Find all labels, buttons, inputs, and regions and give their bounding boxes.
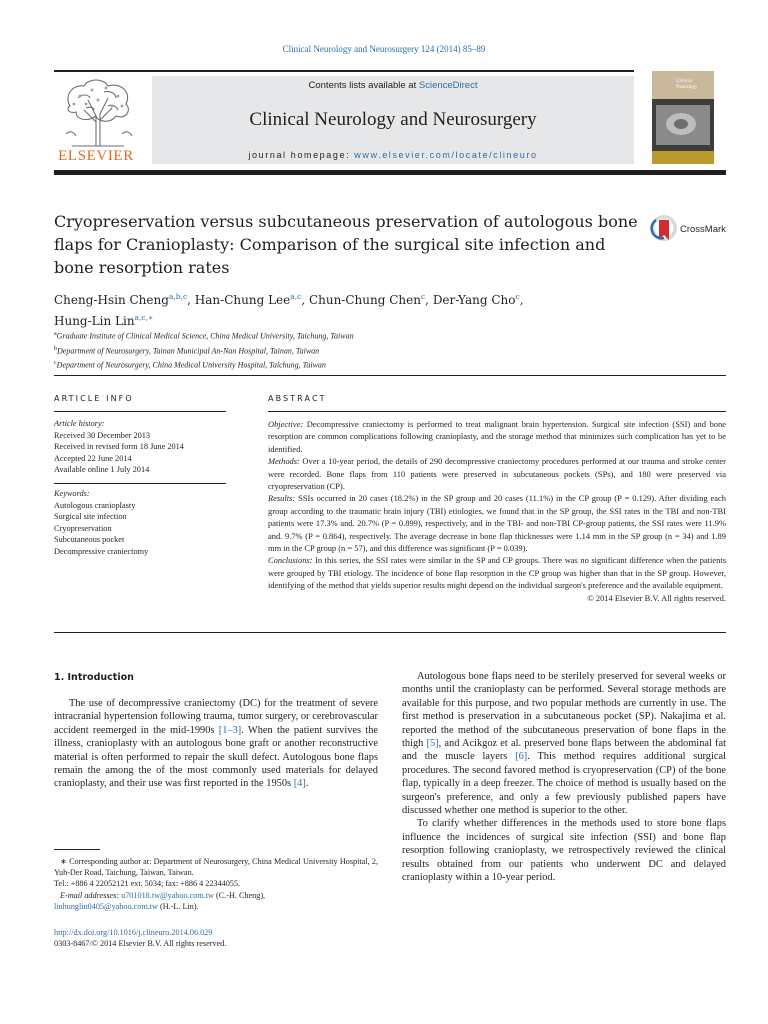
article-info-divider [54,411,226,412]
author-name: Der-Yang Cho [432,293,516,307]
affiliation-item [54,328,554,343]
paragraph-text: The use of decompressive craniectomy (DC) for the treatment of severe intracranial hypertension following trauma, tumor surgery, or cerebrovascular accident reemerged in the mid-1990s [54,698,378,736]
journal-cover-thumbnail[interactable] [652,71,714,164]
body-column-left [54,697,378,791]
abstract-heading: ABSTRACT [268,394,327,403]
doi-link[interactable]: http://dx.doi.org/10.1016/j.clineuro.2014.06.029 [54,928,213,937]
author-name: Cheng-Hsin Cheng [54,293,169,307]
keywords-label: Keywords: [54,489,90,498]
objective-label: Objective: [268,419,304,429]
keyword-list [54,488,229,558]
author-separator: , [425,293,433,307]
author-name: Hung-Lin Lin [54,314,135,328]
homepage-prefix: journal homepage: [248,150,355,160]
abstract-conclusions [268,554,726,591]
contact-phone-fax: Tel.: +886 4 22052121 ext. 5034; fax: +886 4 22344055. [54,879,241,889]
keyword-item: Decompressive craniectomy [54,546,149,556]
history-label: Article history: [54,419,105,428]
corresponding-author-footnote [54,856,378,912]
abstract-methods [268,455,726,492]
keyword-item: Subcutaneous pocket [54,535,125,545]
footnote-divider [54,849,100,850]
paragraph-text: . [305,778,309,790]
methods-label: Methods: [268,456,300,467]
abstract-divider [268,411,726,412]
elsevier-logo-text: ELSEVIER [58,148,134,164]
journal-title: Clinical Neurology and Neurosurgery [249,109,537,130]
email-link[interactable]: u701018.tw@yahoo.com.tw [121,890,214,900]
affiliation-list [54,328,554,372]
elsevier-logo [54,76,150,164]
affiliation-text: Department of Neurosurgery, China Medical University Hospital, Taichung, Taiwan [56,360,326,370]
history-item: Accepted 22 June 2014 [54,453,132,463]
methods-text: Over a 10-year period, the details of 290 decompressive craniectomy procedures performed at our trauma and stroke center were recorded. Bone flaps from 110 patients were preserved in subcutaneous pockets (SPs), and 180 were preserved via cryopreservation (CP). [268,456,726,492]
email-label: E-mail addresses: [60,890,120,900]
affiliation-mark: b [54,345,57,352]
author-affiliation-marks[interactable]: a,c [290,292,302,301]
affiliation-text: Department of Neurosurgery, Tainan Municipal An-Nan Hospital, Tainan, Taiwan [57,346,320,356]
body-paragraph [54,697,378,791]
author-affiliation-marks[interactable]: a,b,c [168,292,188,301]
contents-available-line [152,80,634,91]
keyword-item: Surgical site infection [54,512,127,522]
abstract-body [268,418,726,604]
paragraph-text: , and Acikgoz et al. preserved bone flaps between the abdominal fat and the muscle layers [402,738,726,763]
citation-link[interactable]: [4] [293,778,306,790]
author-name: Chun-Chung Chen [308,293,421,307]
keyword-item: Autologous cranioplasty [54,500,136,510]
body-paragraph: To clarify whether differences in the methods used to store bone flaps influence the incidences of surgical site infection (SSI) and bone flap resorption following cranioplasty, we retrospectively reviewed the clinical results obtained from our patients who underwent DC and delayed cranioplasty within a 10-year period. [402,818,726,884]
author-list [54,288,674,330]
front-matter-divider [54,375,726,376]
affiliation-text: Graduate Institute of Clinical Medical Science, China Medical University, Taichung, Taiwan [56,331,354,341]
author-name: Han-Chung Lee [194,293,291,307]
author-separator: , [187,293,195,307]
masthead-bottom-rule [54,170,726,175]
cover-title: Clinical Neurology [676,79,698,90]
homepage-link[interactable]: www.elsevier.com/locate/clineuro [354,150,538,160]
history-item: Available online 1 July 2014 [54,465,150,475]
affiliation-mark: a [54,331,57,337]
contents-prefix: Contents lists available at [308,80,419,91]
conclusions-text: In this series, the SSI rates were similar in the SP and CP groups. There was no significant difference when the patients were grouped by TBI etiology. The incidence of bone flap resorption in the CP group was higher than that in the SP group. However, identifying of the method that yields superior results might depend on the individual surgeon's preference and the available equipment. [268,555,726,591]
journal-reference[interactable]: Clinical Neurology and Neurosurgery 124 (2014) 85–89 [282,44,486,54]
author-separator: , [301,293,309,307]
introduction-heading: 1. Introduction [54,672,134,683]
results-label: Results: [268,493,296,504]
affiliation-item [54,357,554,372]
paragraph-text: Autologous bone flaps need to be sterilely preserved for several weeks or months until the cranioplasty can be performed. Several storage methods are available for this purpose, and two popular methods are currently in use. The first method is preservation in a subcutaneous pocket (SP). Nakajima et al. reported the method of the subcutaneous preservation of bone flaps in the thigh [402,671,726,750]
citation-link[interactable]: [6] [515,751,528,763]
affiliation-item [54,343,554,358]
sciencedirect-link[interactable]: ScienceDirect [418,80,478,91]
author-affiliation-marks[interactable]: c [420,292,426,301]
journal-homepage-line [152,150,634,160]
history-item: Received in revised form 18 June 2014 [54,442,184,452]
paragraph-text: . This method requires additional surgical procedures. The second favored method is cryopreservation (CP) of the bone flap, typically in a deep freezer. The choice of method is usually based on the surgeon's preference, and only a few previously published papers have discussed whether one method is superior to the other. [402,751,726,817]
article-history [54,418,229,476]
corresponding-author-text: ∗ Corresponding author at: Department of Neurosurgery, China Medical University Hospital, 2, Yuh-Der Road, Taichung, Taiwan, Taiwan. [54,857,378,878]
crossmark-label: CrossMark [680,224,726,235]
paragraph-text: . When the patient survives the illness, cranioplasty with an autologous bone graft or another reconstructive material is often performed to repair the skull defect. Autologous bone flaps remain the among the of the most commonly used materials for delayed cranioplasty, and their use was first reported in the 1950s [54,724,378,790]
abstract-bottom-divider [54,632,726,633]
email-addresses [54,890,378,912]
abstract-results [268,492,726,554]
crossmark-icon [650,214,678,246]
results-text: SSIs occurred in 20 cases (18.2%) in the SP group and 20 cases (11.1%) in the CP group (P = 0.129). After dividing each group according to the traumatic brain injury (TBI) etiologies, we found that in the SP group, the SSI rates in the TBI and non-TBI patients were 17.3% and. 20.7% (P = 0.899), respectively, and in the TBI- and non-TBI CP-group patients, the SSI rates were 11.9% and. 9.7% (P = 0.864), respectively. The average decrease in bone flap thicknesses were 1.14 mm in the SP group (n = 34) and 1.89 mm in the CP group (n = 57), and this difference was significant (P = 0.039). [268,493,726,554]
abstract-copyright: © 2014 Elsevier B.V. All rights reserved. [587,592,726,603]
cover-image [656,105,710,145]
article-title: Cryopreservation versus subcutaneous preservation of autologous bone flaps for Cranioplasty: Comparison of the surgical site infection and bone resorption rates [54,212,638,277]
conclusions-label: Conclusions: [268,555,313,566]
history-item: Received 30 December 2013 [54,430,151,440]
affiliation-mark: c [54,360,57,367]
history-keywords-divider [54,483,226,484]
article-info-heading: ARTICLE INFO [54,394,134,403]
email-owner: (C.-H. Cheng), [213,890,266,900]
article-identifiers [54,927,378,949]
author-affiliation-marks[interactable]: c [515,292,520,301]
keyword-item: Cryopreservation [54,523,112,533]
citation-link[interactable]: [5] [426,738,439,750]
email-owner: (H.-L. Lin). [157,901,199,911]
body-paragraph [402,670,726,817]
author-separator: , [519,293,524,307]
masthead-top-rule [54,70,634,72]
body-column-right [402,670,726,885]
issn-copyright: 0303-8467/© 2014 Elsevier B.V. All rights reserved. [54,939,227,949]
abstract-objective [268,418,726,455]
crossmark-badge[interactable] [650,214,730,246]
journal-masthead [152,76,634,164]
objective-text: Decompressive craniectomy is performed to treat malignant brain hypertension. Surgical site infection (SSI) and bone resorption are common complications following cranioplasty, and the storage method that minimizes such complication has yet to be identified. [268,419,726,454]
citation-link[interactable]: [1–3] [218,724,242,736]
author-affiliation-marks[interactable]: a,c,∗ [134,313,154,322]
cover-bottom-band [652,151,714,164]
elsevier-tree-icon [58,76,138,148]
email-link[interactable]: linhunglin0405@yahoo.com.tw [54,901,158,911]
